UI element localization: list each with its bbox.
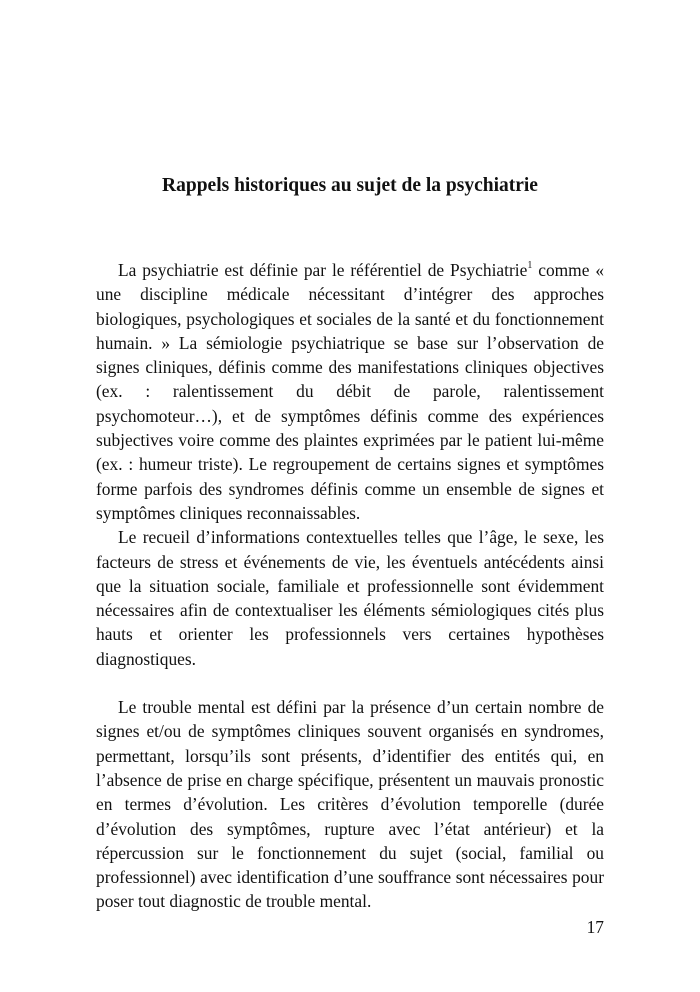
page-number: 17 bbox=[586, 917, 604, 937]
paragraph-trouble-mental: Le trouble mental est défini par la présence d’un certain nombre de signes et/ou de symptômes cliniques souvent organisés en syndromes, permettant, lorsqu’ils sont présents, d’identifier des entités qui, en l’absence de prise en charge spécifique, présentent un mauvais pronostic en termes d’évolution. Les critères d’évolution temporelle (durée d’évolution des symptômes, rupture avec l’état antérieur) et la répercussion sur le fonctionnement du sujet (social, familial ou professionnel) avec identification d’une souffrance sont nécessaires pour poser tout diagnostic de trouble mental. bbox=[96, 697, 604, 912]
body-text bbox=[96, 258, 604, 914]
paragraph-context: Le recueil d’informations contextuelles telles que l’âge, le sexe, les facteurs de stress et événements de vie, les éventuels antécédents ainsi que la situation sociale, familiale et professionnelle sont évidemment nécessaires afin de contextualiser les éléments sémiologiques cités plus hauts et orienter les professionnels vers certaines hypothèses diagnostiques. bbox=[96, 527, 604, 669]
footnote-marker: 1 bbox=[527, 260, 533, 272]
paragraph-text: comme « une discipline médicale nécessitant d’intégrer des approches biologiques, psychologiques et sociales de la santé et du fonctionnement humain. » La sémiologie psychiatrique se base sur l’observation de signes cliniques, définis comme des manifestations cliniques objectives (ex. : ralentissement du débit de parole, ralentissement psychomoteur…), et de symptômes définis comme des expériences subjectives voire comme des plaintes exprimées par le patient lui-même (ex. : humeur triste). Le regroupement de certains signes et symptômes forme parfois des syndromes définis comme un ensemble de signes et symptômes cliniques reconnaissables. bbox=[96, 260, 605, 523]
paragraph-text: La psychiatrie est définie par le référentiel de Psychiatrie bbox=[118, 260, 528, 280]
paragraph-definition bbox=[96, 258, 604, 525]
chapter-title: Rappels historiques au sujet de la psychiatrie bbox=[162, 175, 538, 196]
